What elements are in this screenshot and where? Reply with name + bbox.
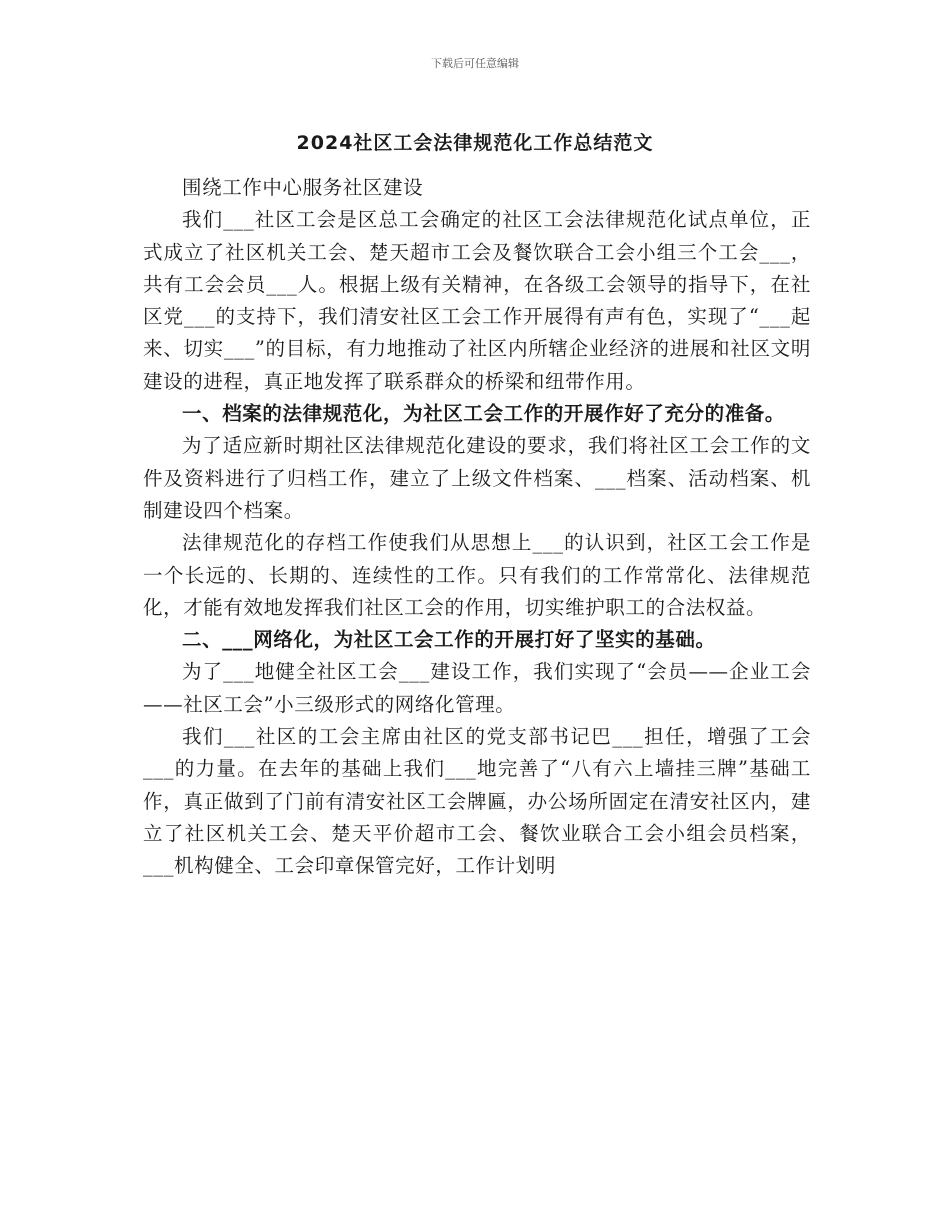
paragraph: 为了适应新时期社区法律规范化建设的要求，我们将社区工会工作的文件及资料进行了归档工作，建立了上级文件档案、___档案、活动档案、机制建设四个档案。 xyxy=(143,434,811,522)
document-body xyxy=(143,172,811,883)
paragraph: 法律规范化的存档工作使我们从思想上___的认识到，社区工会工作是一个长远的、长期的、连续性的工作。只有我们的工作常常化、法律规范化，才能有效地发挥我们社区工会的作用，切实维护职工的合法权益。 xyxy=(143,531,811,619)
page-header: 下载后可任意编辑 xyxy=(431,57,519,70)
document-title: 2024社区工会法律规范化工作总结范文 xyxy=(296,132,654,154)
paragraph-subtitle: 围绕工作中心服务社区建设 xyxy=(182,176,424,199)
paragraph-intro: 我们___社区工会是区总工会确定的社区工会法律规范化试点单位，正式成立了社区机关工会、楚天超市工会及餐饮联合工会小组三个工会___，共有工会会员___人。根据上级有关精神，在各级工会领导的指导下，在社区党___的支持下，我们清安社区工会工作开展得有声有色，实现了“___起来、切实___”的目标，有力地推动了社区内所辖企业经济的进展和社区文明建设的进程，真正地发挥了联系群众的桥梁和纽带作用。 xyxy=(143,208,811,393)
paragraph: 我们___社区的工会主席由社区的党支部书记巴___担任，增强了工会___的力量。在去年的基础上我们___地完善了“八有六上墙挂三牌”基础工作，真正做到了门前有清安社区工会牌匾，办公场所固定在清安社区内，建立了社区机关工会、楚天平价超市工会、餐饮业联合工会小组会员档案，___机构健全、工会印章保管完好，工作计划明 xyxy=(143,725,811,878)
section-heading-1: 一、档案的法律规范化，为社区工会工作的开展作好了充分的准备。 xyxy=(182,402,786,426)
paragraph: 为了___地健全社区工会___建设工作，我们实现了“会员——企业工会——社区工会”小三级形式的网络化管理。 xyxy=(143,660,811,716)
section-heading-2: 二、___网络化，为社区工会工作的开展打好了坚实的基础。 xyxy=(182,628,716,652)
